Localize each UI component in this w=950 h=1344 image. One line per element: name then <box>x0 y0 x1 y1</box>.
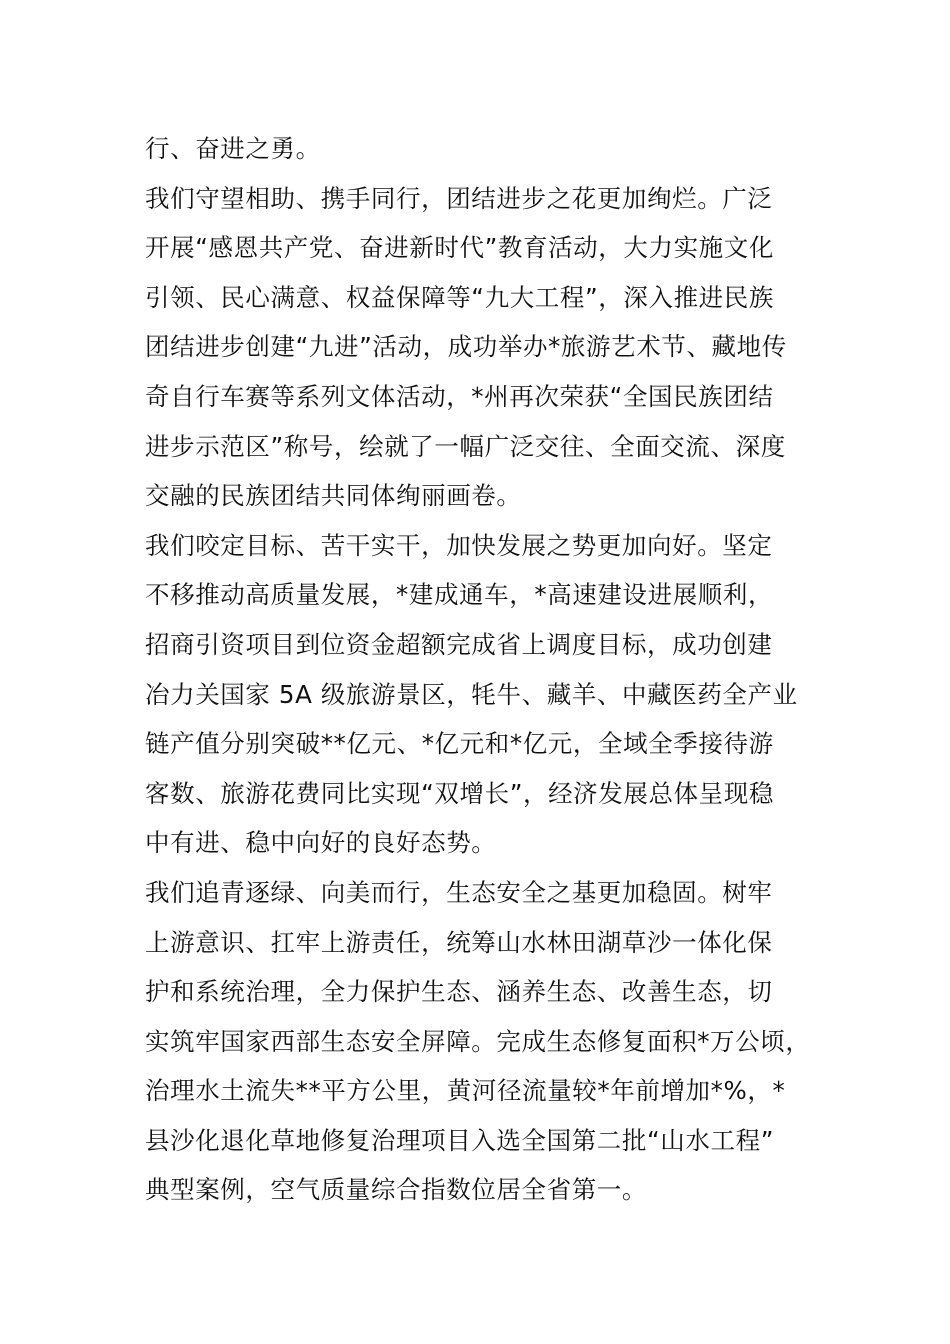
text-line: 县沙化退化草地修复治理项目入选全国第二批“山水工程” <box>145 1125 774 1155</box>
text-line: 中有进、稳中向好的良好态势。 <box>145 828 497 858</box>
text-line: 进步示范区”称号，绘就了一幅广泛交往、全面交流、深度 <box>145 431 786 461</box>
text-line: 引领、民心满意、权益保障等“九大工程”，深入推进民族 <box>145 282 774 312</box>
text-line: 不移推动高质量发展，*建成通车，*高速建设进展顺利， <box>145 580 774 610</box>
text-line: 链产值分别突破**亿元、*亿元和*亿元，全域全季接待游 <box>145 729 774 759</box>
text-line: 奇自行车赛等系列文体活动，*州再次荣获“全国民族团结 <box>145 381 774 411</box>
text-line: 治理水土流失**平方公里，黄河径流量较*年前增加*%，* <box>145 1076 786 1106</box>
text-line: 我们追青逐绿、向美而行，生态安全之基更加稳固。树牢 <box>145 877 773 907</box>
text-line: 我们咬定目标、苦干实干，加快发展之势更加向好。坚定 <box>145 530 773 560</box>
text-line: 客数、旅游花费同比实现“双增长”，经济发展总体呈现稳 <box>145 778 774 808</box>
text-line: 开展“感恩共产党、奋进新时代”教育活动，大力实施文化 <box>145 233 774 263</box>
text-line: 典型案例，空气质量综合指数位居全省第一。 <box>145 1175 647 1205</box>
text-line: 实筑牢国家西部生态安全屏障。完成生态修复面积*万公顷， <box>145 1026 811 1056</box>
text-line: 冶力关国家 5A 级旅游景区，牦牛、藏羊、中藏医药全产业 <box>145 679 798 709</box>
text-line: 上游意识、扛牢上游责任，统筹山水林田湖草沙一体化保 <box>145 927 773 957</box>
text-line: 招商引资项目到位资金超额完成省上调度目标，成功创建 <box>145 629 773 659</box>
text-line: 行、奋进之勇。 <box>145 134 321 163</box>
text-line: 我们守望相助、携手同行，团结进步之花更加绚烂。广泛 <box>145 183 773 213</box>
text-line: 团结进步创建“九进”活动，成功举办*旅游艺术节、藏地传 <box>145 332 787 362</box>
body-text <box>145 124 845 1215</box>
text-line: 护和系统治理，全力保护生态、涵养生态、改善生态，切 <box>145 977 773 1007</box>
text-line: 交融的民族团结共同体绚丽画卷。 <box>145 481 522 511</box>
